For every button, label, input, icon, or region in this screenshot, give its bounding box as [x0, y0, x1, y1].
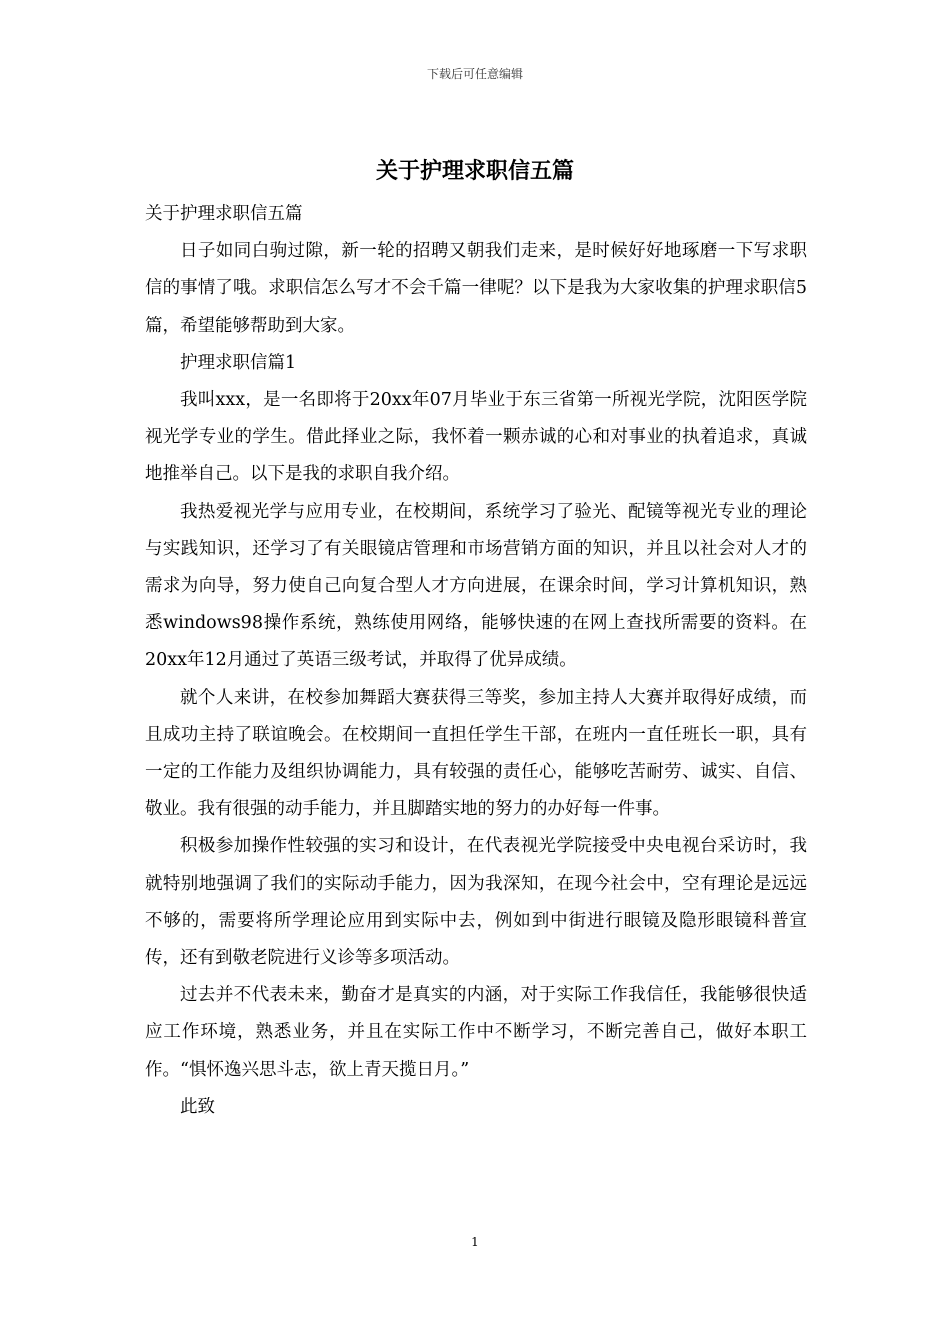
body-paragraph: 积极参加操作性较强的实习和设计，在代表视光学院接受中央电视台采访时，我就特别地强调了我们的实际动手能力，因为我深知，在现今社会中，空有理论是远远不够的，需要将所学理论应用到实际中去，例如到中街进行眼镜及隐形眼镜科普宣传，还有到敬老院进行义诊等多项活动。 [145, 836, 807, 969]
closing-salutation: 此致 [180, 1096, 215, 1117]
body-paragraph: 我热爱视光学与应用专业，在校期间，系统学习了验光、配镜等视光专业的理论与实践知识，还学习了有关眼镜店管理和市场营销方面的知识，并且以社会对人才的需求为向导，努力使自己向复合型人才方向进展，在课余时间，学习计算机知识，熟悉windows98操作系统，熟练使用网络，能够快速的在网上查找所需要的资料。在20xx年12月通过了英语三级考试，并取得了优异成绩。 [145, 501, 807, 671]
body-paragraph: 过去并不代表未来，勤奋才是真实的内涵，对于实际工作我信任，我能够很快适应工作环境，熟悉业务，并且在实际工作中不断学习，不断完善自己，做好本职工作。“惧怀逸兴思斗志，欲上青天揽日月。” [145, 985, 807, 1080]
body-paragraph: 我叫xxx，是一名即将于20xx年07月毕业于东三省第一所视光学院，沈阳医学院视光学专业的学生。借此择业之际，我怀着一颗赤诚的心和对事业的执着追求，真诚地推举自己。以下是我的求职自我介绍。 [145, 390, 807, 485]
body-paragraph: 就个人来讲，在校参加舞蹈大赛获得三等奖，参加主持人大赛并取得好成绩，而且成功主持了联谊晚会。在校期间一直担任学生干部，在班内一直任班长一职，具有一定的工作能力及组织协调能力，具有较强的责任心，能够吃苦耐劳、诚实、自信、敬业。我有很强的动手能力，并且脚踏实地的努力的办好每一件事。 [145, 687, 807, 820]
section-heading: 护理求职信篇1 [180, 352, 297, 373]
header-note: 下载后可任意编辑 [426, 67, 523, 81]
document-title: 关于护理求职信五篇 [375, 158, 574, 184]
subtitle-paragraph: 关于护理求职信五篇 [145, 204, 303, 224]
page-number: 1 [471, 1235, 479, 1249]
document-body [145, 196, 807, 1126]
intro-paragraph: 日子如同白驹过隙，新一轮的招聘又朝我们走来，是时候好好地琢磨一下写求职信的事情了哦。求职信怎么写才不会千篇一律呢？以下是我为大家收集的护理求职信5篇，希望能够帮助到大家。 [145, 241, 807, 336]
